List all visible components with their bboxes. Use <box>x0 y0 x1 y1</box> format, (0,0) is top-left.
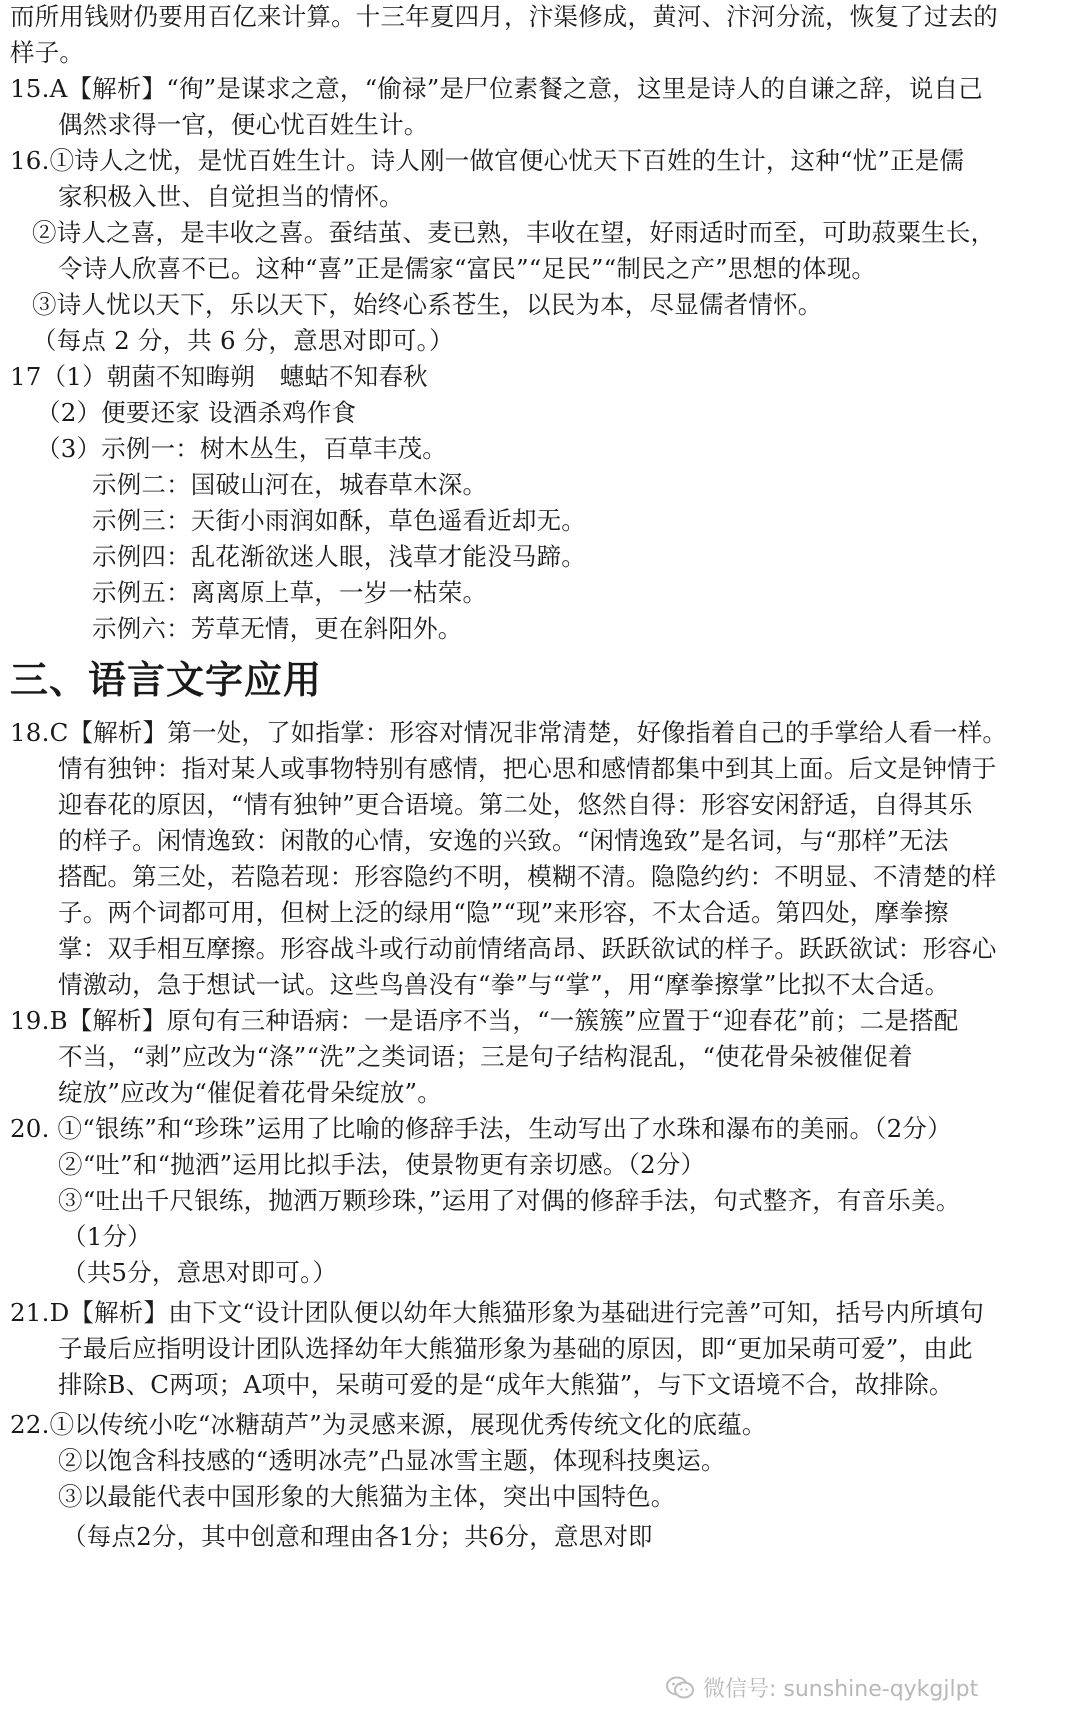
text-line: 迎春花的原因，“情有独钟”更合语境。第二处，悠然自得：形容安闲舒适，自得其乐 <box>58 790 973 819</box>
text-line: 子。两个词都可用，但树上泛的绿用“隐”“现”来形容，不太合适。第四处，摩拳擦 <box>58 898 949 927</box>
text-line: 20. ①“银练”和“珍珠”运用了比喻的修辞手法，生动写出了水珠和瀑布的美丽。（2分） <box>10 1114 952 1143</box>
text-line: 示例三：天街小雨润如酥，草色遥看近却无。 <box>92 506 586 535</box>
watermark <box>665 1672 978 1703</box>
text-line: 16.①诗人之忧，是忧百姓生计。诗人刚一做官便心忧天下百姓的生计，这种“忧”正是儒 <box>10 146 965 175</box>
text-line: 而所用钱财仍要用百亿来计算。十三年夏四月，汴渠修成，黄河、汴河分流，恢复了过去的 <box>10 2 998 31</box>
text-line: 19.B【解析】原句有三种语病：一是语序不当，“一簇簇”应置于“迎春花”前；二是搭配 <box>10 1006 959 1035</box>
text-line: 22.①以传统小吃“冰糖葫芦”为灵感来源，展现优秀传统文化的底蕴。 <box>10 1410 767 1439</box>
text-line: 的样子。闲情逸致：闲散的心情，安逸的兴致。“闲情逸致”是名词，与“那样”无法 <box>58 826 949 855</box>
text-line: ②“吐”和“抛洒”运用比拟手法，使景物更有亲切感。（2分） <box>58 1150 706 1179</box>
text-line: （共5分，意思对即可。） <box>62 1258 338 1287</box>
text-line: ③诗人忧以天下，乐以天下，始终心系苍生，以民为本，尽显儒者情怀。 <box>32 290 823 319</box>
text-line: （3）示例一：树木丛生，百草丰茂。 <box>36 434 447 463</box>
text-line: 示例四：乱花渐欲迷人眼，浅草才能没马蹄。 <box>92 542 586 571</box>
text-line: 情激动，急于想试一试。这些鸟兽没有“拳”与“掌”，用“摩拳擦掌”比拟不太合适。 <box>58 970 950 999</box>
text-line: 掌：双手相互摩擦。形容战斗或行动前情绪高昂、跃跃欲试的样子。跃跃欲试：形容心 <box>58 934 997 963</box>
watermark-text: 微信号: sunshine-qykgjlpt <box>703 1677 979 1702</box>
text-line: ③以最能代表中国形象的大熊猫为主体，突出中国特色。 <box>58 1482 676 1511</box>
text-line: 示例六：芳草无情，更在斜阳外。 <box>92 614 463 643</box>
text-line: （每点2分，其中创意和理由各1分；共6分，意思对即 <box>62 1522 653 1551</box>
text-line: 排除B、C两项；A项中，呆萌可爱的是“成年大熊猫”，与下文语境不合，故排除。 <box>58 1370 954 1399</box>
text-line: （每点 2 分，共 6 分，意思对即可。） <box>32 326 454 355</box>
text-line: ③“吐出千尺银练，抛洒万颗珍珠，”运用了对偶的修辞手法，句式整齐，有音乐美。 <box>58 1186 961 1215</box>
text-line: （2）便要还家 设酒杀鸡作食 <box>36 398 357 427</box>
text-line: 样子。 <box>10 38 85 67</box>
text-line: （1分） <box>62 1222 152 1251</box>
text-line: 15.A【解析】“徇”是谋求之意，“偷禄”是尸位素餐之意，这里是诗人的自谦之辞，说自己 <box>10 74 983 103</box>
text-line: 子最后应指明设计团队选择幼年大熊猫形象为基础的原因，即“更加呆萌可爱”，由此 <box>58 1334 973 1363</box>
text-line: 21.D【解析】由下文“设计团队便以幼年大熊猫形象为基础进行完善”可知，括号内所填句 <box>10 1298 985 1327</box>
text-line: 不当，“剥”应改为“涤”“洗”之类词语；三是句子结构混乱，“使花骨朵被催促着 <box>58 1042 913 1071</box>
text-line: 示例二：国破山河在，城春草木深。 <box>92 470 488 499</box>
text-line: 搭配。第三处，若隐若现：形容隐约不明，模糊不清。隐隐约约：不明显、不清楚的样 <box>58 862 997 891</box>
text-line: 18.C【解析】第一处，了如指掌：形容对情况非常清楚，好像指着自己的手掌给人看一样。 <box>10 718 1008 747</box>
section-heading: 三、语言文字应用 <box>10 658 323 702</box>
text-line: ②以饱含科技感的“透明冰壳”凸显冰雪主题，体现科技奥运。 <box>58 1446 726 1475</box>
text-line: 示例五：离离原上草，一岁一枯荣。 <box>92 578 488 607</box>
text-line: 绽放”应改为“催促着花骨朵绽放”。 <box>58 1078 442 1107</box>
text-line: 家积极入世、自觉担当的情怀。 <box>58 182 404 211</box>
text-line: 情有独钟：指对某人或事物特别有感情，把心思和感情都集中到其上面。后文是钟情于 <box>58 754 997 783</box>
text-line: 17（1）朝菌不知晦朔 蟪蛄不知春秋 <box>10 362 428 391</box>
text-line: 令诗人欣喜不已。这种“喜”正是儒家“富民”“足民”“制民之产”思想的体现。 <box>58 254 877 283</box>
text-line: 偶然求得一官，便心忧百姓生计。 <box>58 110 429 139</box>
text-line: ②诗人之喜，是丰收之喜。蚕结茧、麦已熟，丰收在望，好雨适时而至，可助菽粟生长， <box>32 218 996 247</box>
wechat-icon <box>665 1675 695 1701</box>
